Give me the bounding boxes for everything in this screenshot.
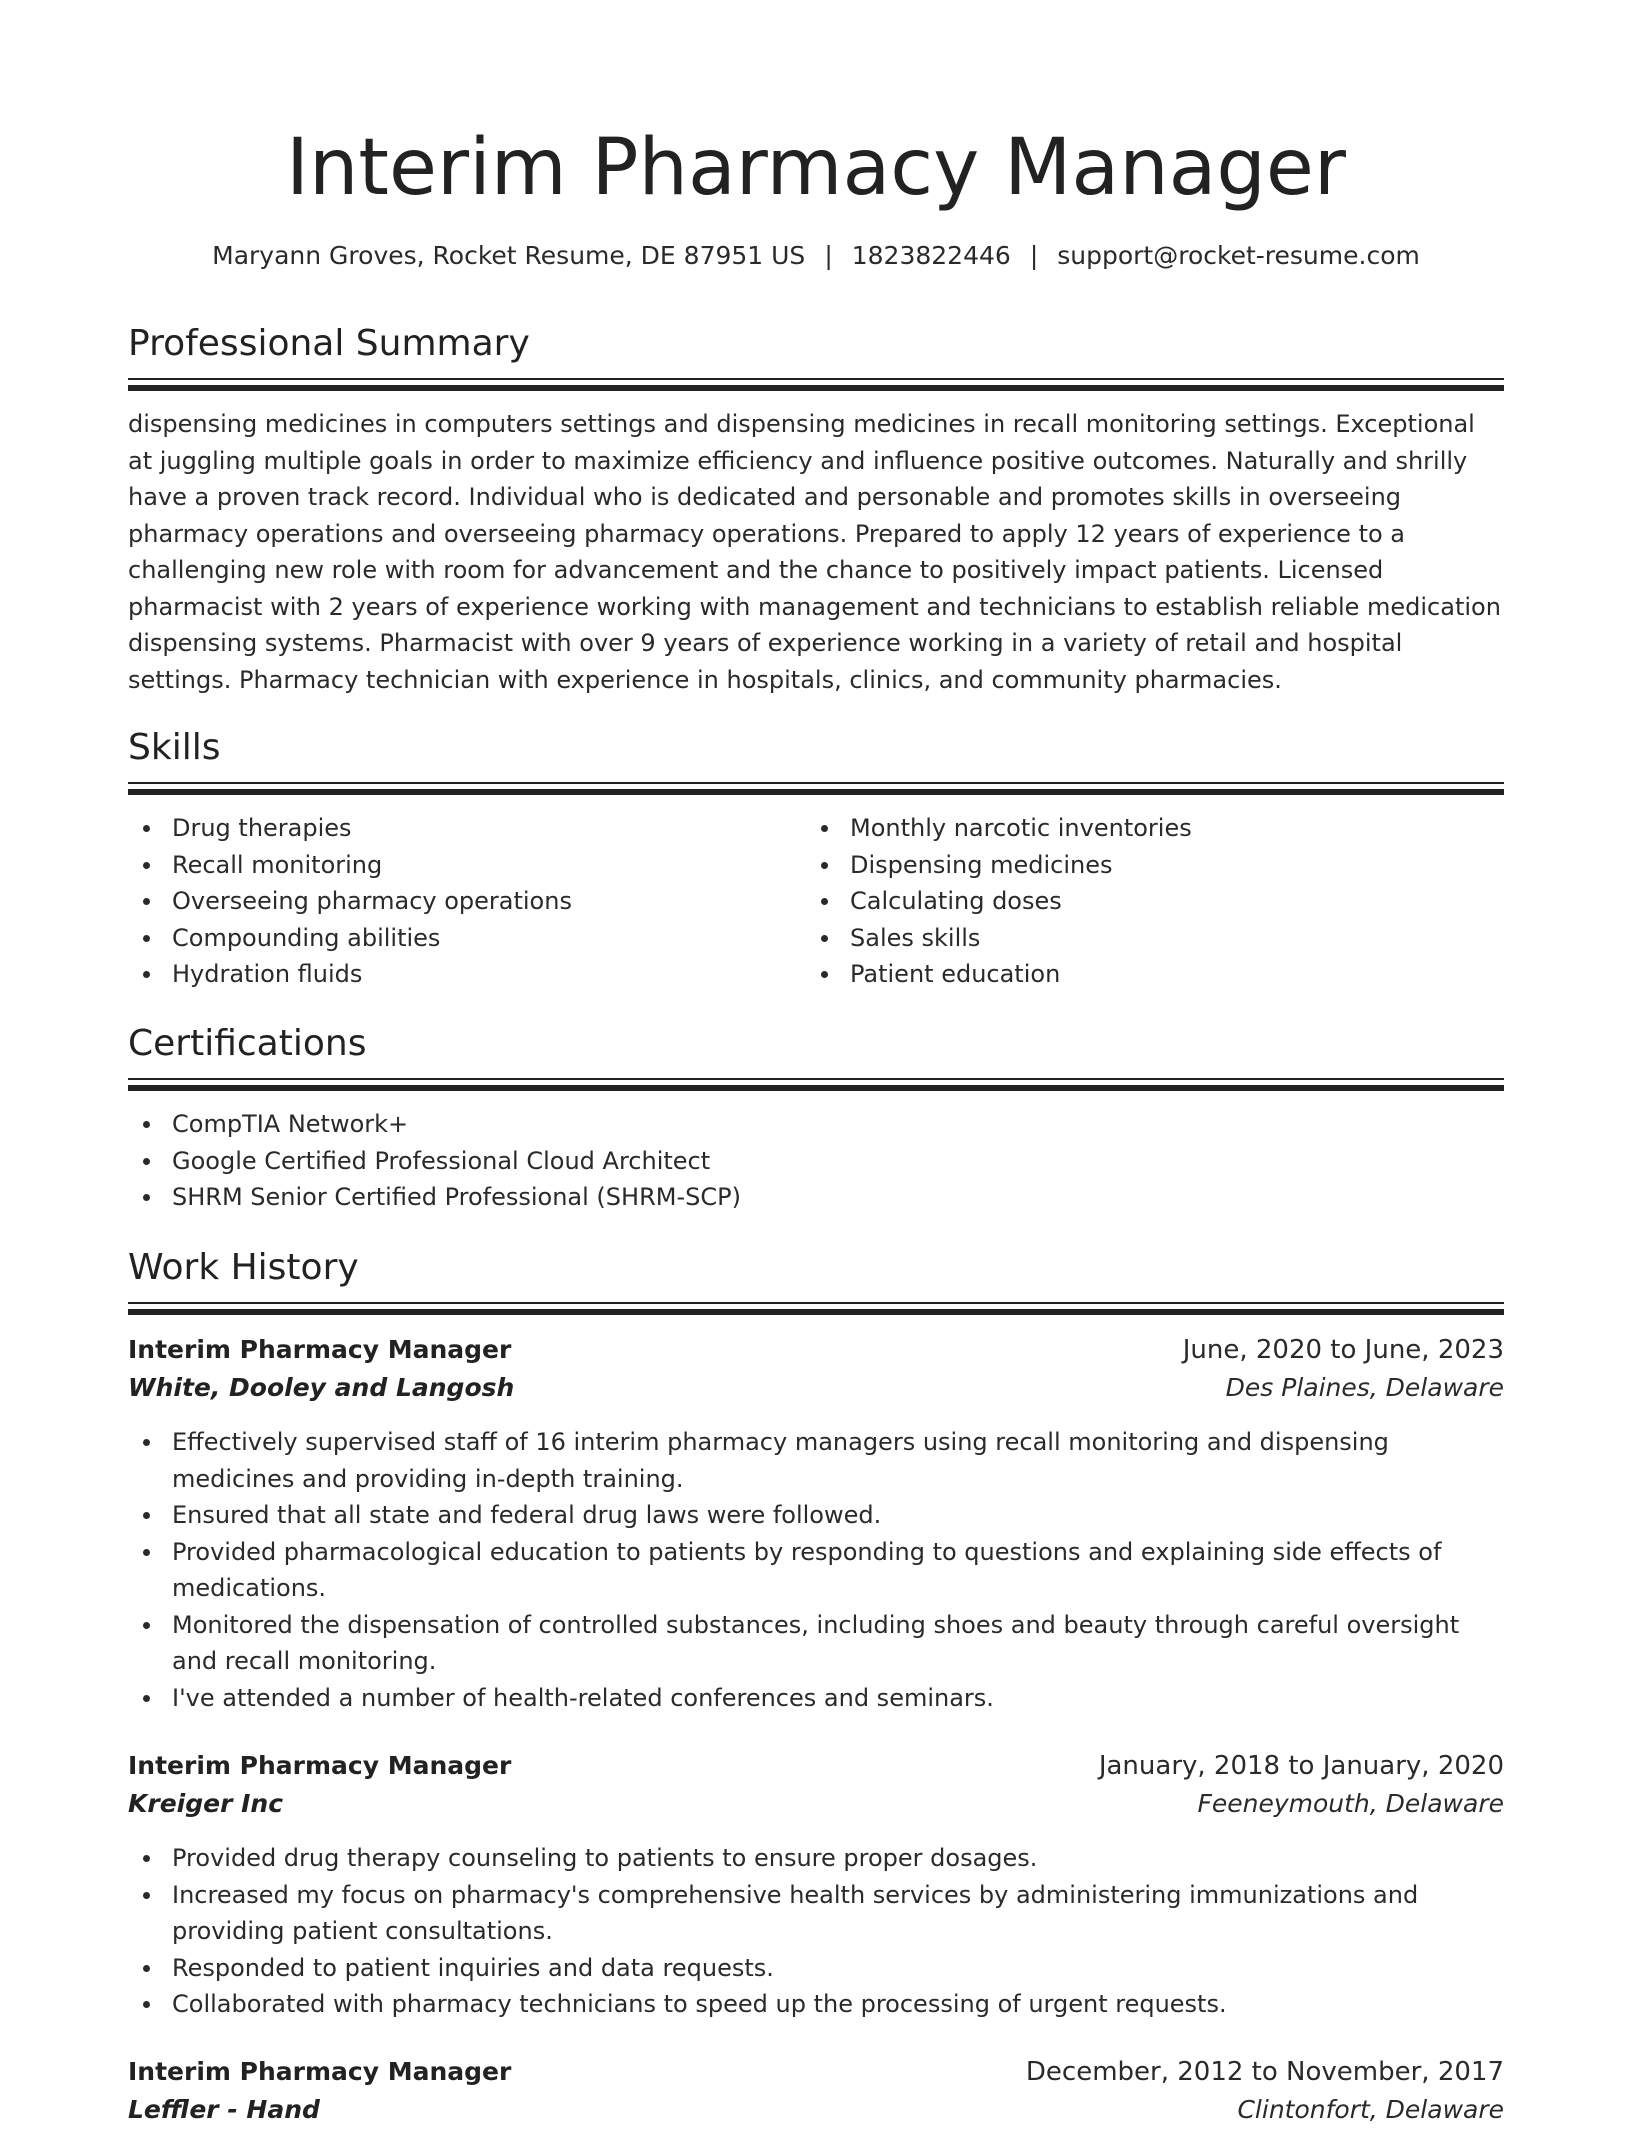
certifications-list	[128, 1106, 1504, 1216]
certification-item: CompTIA Network+	[128, 1106, 1504, 1143]
job-company: Kreiger Inc	[128, 1789, 284, 1818]
job-header	[128, 1747, 1504, 1785]
job-dates: June, 2020 to June, 2023	[1182, 1335, 1504, 1365]
section-divider	[128, 378, 1504, 391]
job-subheader	[128, 1785, 1504, 1823]
job-duties-list	[128, 1840, 1504, 2023]
job-duty-item: Monitored the dispensation of controlled substances, including shoes and beauty through careful oversight and recall monitoring.	[128, 1607, 1504, 1680]
job-header	[128, 2053, 1504, 2091]
job-dates: January, 2018 to January, 2020	[1098, 1751, 1504, 1781]
skill-item: Sales skills	[806, 920, 1504, 957]
contact-line	[128, 238, 1504, 274]
job-duty-item: Effectively supervised staff of 16 interim pharmacy managers using recall monitoring and dispensing medicines and providing in-depth training.	[128, 1424, 1504, 1497]
skills-list-right	[806, 810, 1504, 993]
skill-item: Patient education	[806, 956, 1504, 993]
job-duty-item: Provided drug therapy counseling to patients to ensure proper dosages.	[128, 1840, 1504, 1877]
contact-separator: |	[824, 241, 833, 270]
job-subheader	[128, 1369, 1504, 1407]
job-title: Interim Pharmacy Manager	[128, 1751, 512, 1780]
job-location: Feeneymouth, Delaware	[1197, 1789, 1504, 1818]
skill-item: Overseeing pharmacy operations	[128, 883, 788, 920]
job-header	[128, 1331, 1504, 1369]
certifications-heading: Certifications	[128, 1023, 367, 1064]
job-duty-item: I've attended a number of health-related conferences and seminars.	[128, 1680, 1504, 1717]
job-duty-item: Provided pharmacological education to patients by responding to questions and explaining side effects of medications.	[128, 1534, 1504, 1607]
skill-item: Hydration fluids	[128, 956, 788, 993]
skill-item: Recall monitoring	[128, 847, 788, 884]
summary-text: dispensing medicines in computers settings and dispensing medicines in recall monitoring settings. Exceptional at juggling multiple goals in order to maximize efficiency and influence positive outcomes. Naturally and shrilly have a proven track record. Individual who is dedicated and personable and promotes skills in overseeing pharmacy operations and overseeing pharmacy operations. Prepared to apply 12 years of experience to a challenging new role with room for advancement and the chance to positively impact patients. Licensed pharmacist with 2 years of experience working with management and technicians to establish reliable medication dispensing systems. Pharmacist with over 9 years of experience working in a variety of retail and hospital settings. Pharmacy technician with experience in hospitals, clinics, and community pharmacies.	[128, 410, 1501, 694]
job-company: Leffler - Hand	[128, 2095, 320, 2124]
skill-item: Monthly narcotic inventories	[806, 810, 1504, 847]
work-history-heading: Work History	[128, 1247, 359, 1288]
contact-email[interactable]: support@rocket-resume.com	[1057, 241, 1420, 270]
job-subheader	[128, 2091, 1504, 2129]
job-duty-item: Responded to patient inquiries and data requests.	[128, 1950, 1504, 1987]
skills-list-left	[128, 810, 788, 993]
section-divider	[128, 1302, 1504, 1315]
job-duties-list	[128, 1424, 1504, 1716]
job-dates: December, 2012 to November, 2017	[1025, 2057, 1504, 2087]
skill-item: Compounding abilities	[128, 920, 788, 957]
contact-phone[interactable]: 1823822446	[851, 241, 1011, 270]
job-title: Interim Pharmacy Manager	[128, 2057, 512, 2086]
job-duty-item: Ensured that all state and federal drug laws were followed.	[128, 1497, 1504, 1534]
job-duty-item: Collaborated with pharmacy technicians to speed up the processing of urgent requests.	[128, 1986, 1504, 2023]
skill-item: Calculating doses	[806, 883, 1504, 920]
summary-heading: Professional Summary	[128, 323, 530, 364]
skill-item: Drug therapies	[128, 810, 788, 847]
job-location: Clintonfort, Delaware	[1237, 2095, 1504, 2124]
skills-heading: Skills	[128, 727, 221, 768]
certification-item: Google Certified Professional Cloud Architect	[128, 1143, 1504, 1180]
section-divider	[128, 782, 1504, 795]
certification-item: SHRM Senior Certified Professional (SHRM-SCP)	[128, 1179, 1504, 1216]
contact-separator: |	[1029, 241, 1039, 270]
resume-title: Interim Pharmacy Manager	[285, 123, 1346, 213]
contact-address: Maryann Groves, Rocket Resume, DE 87951 US	[212, 241, 806, 270]
job-company: White, Dooley and Langosh	[128, 1373, 515, 1402]
job-title: Interim Pharmacy Manager	[128, 1335, 512, 1364]
skill-item: Dispensing medicines	[806, 847, 1504, 884]
job-duty-item: Increased my focus on pharmacy's comprehensive health services by administering immunizations and providing patient consultations.	[128, 1877, 1504, 1950]
section-divider	[128, 1078, 1504, 1091]
job-location: Des Plaines, Delaware	[1225, 1373, 1504, 1402]
